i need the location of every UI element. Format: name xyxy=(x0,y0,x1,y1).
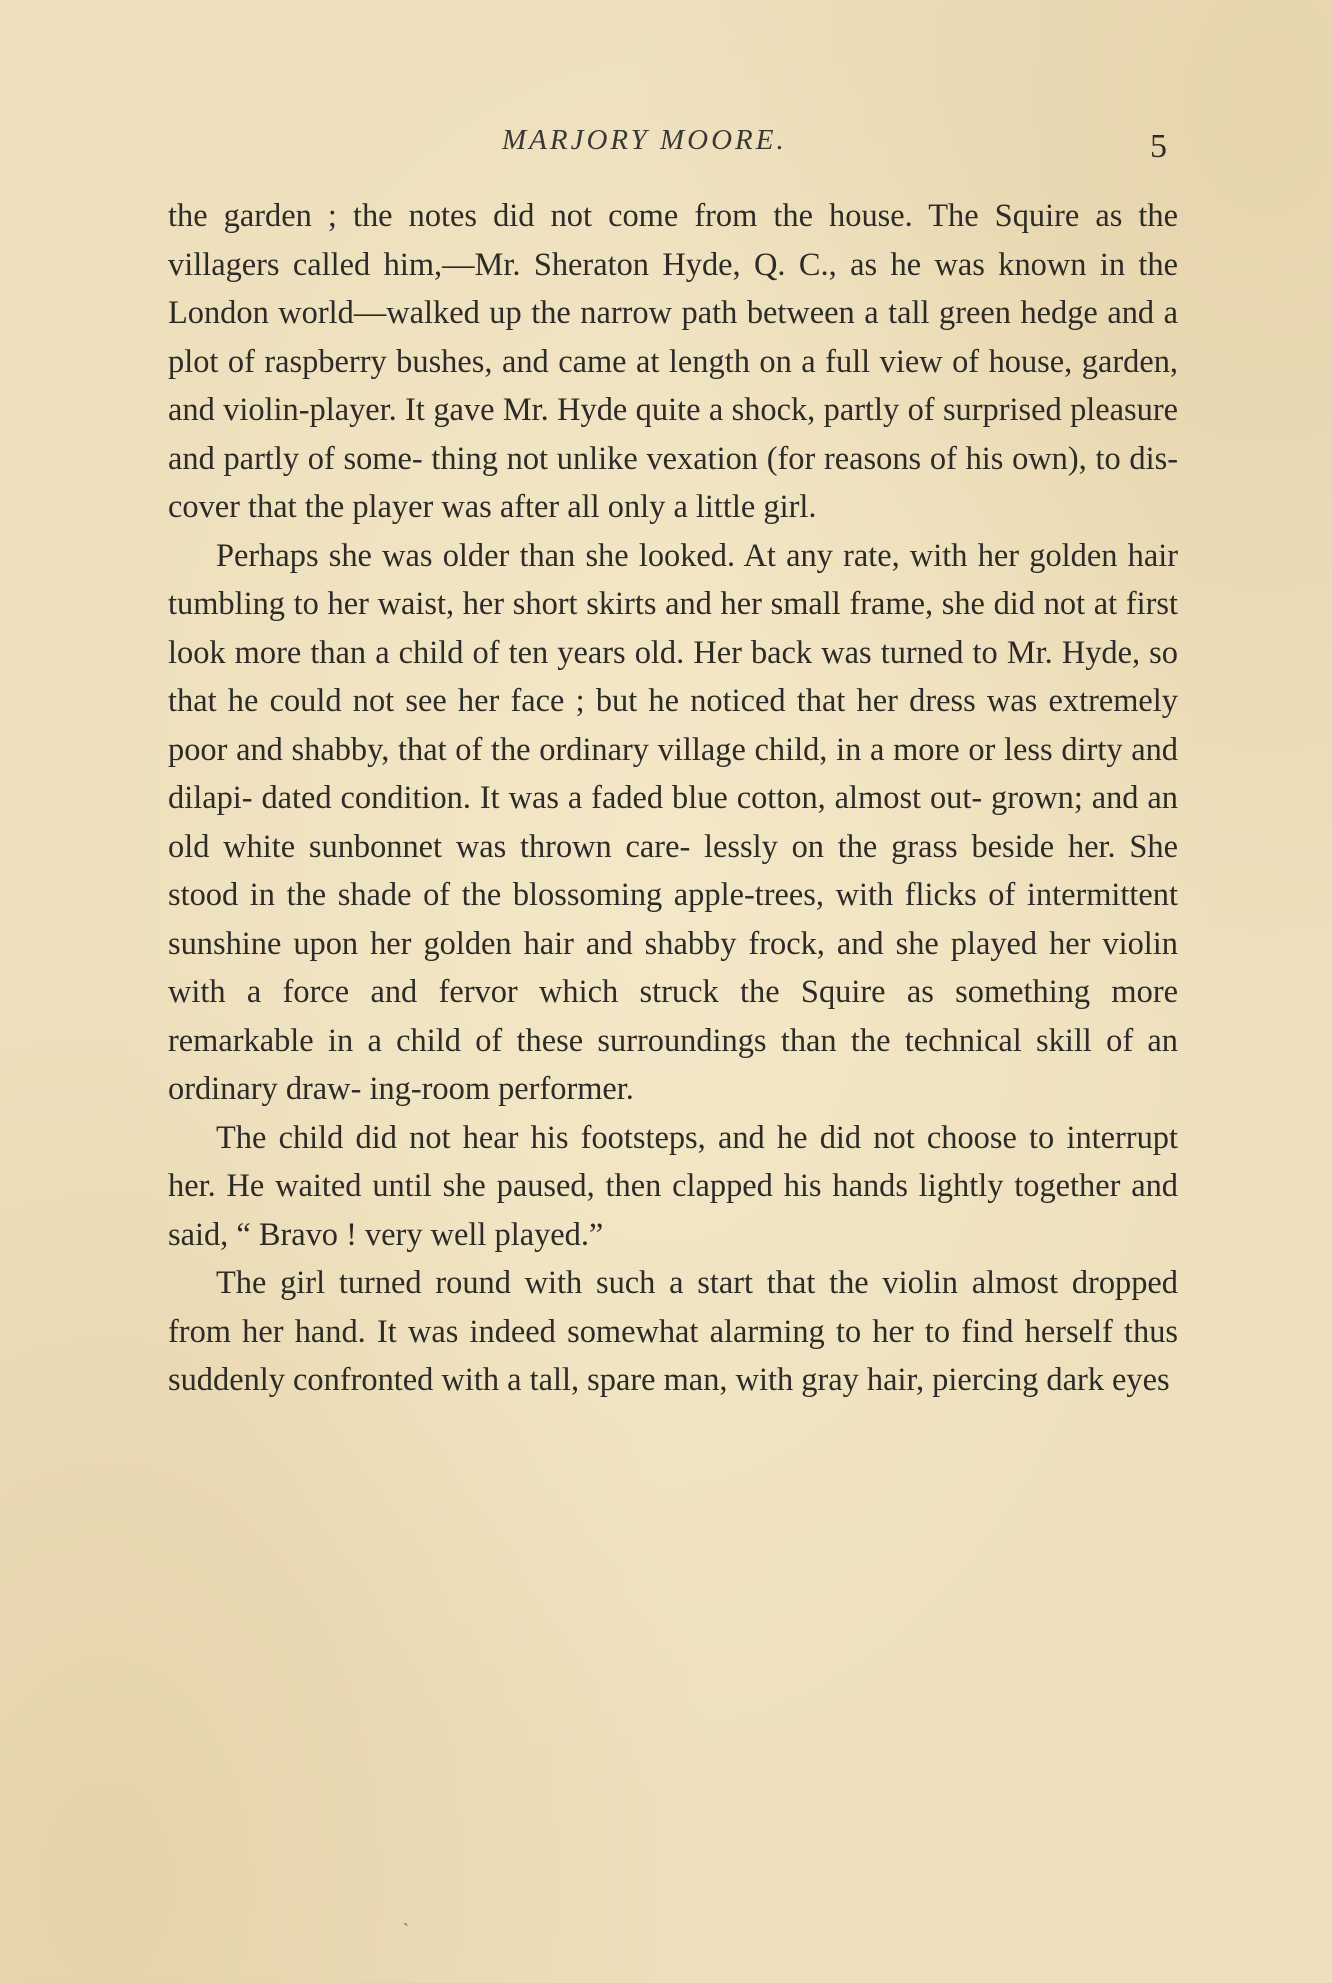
page-body xyxy=(168,192,1178,1405)
paragraph: Perhaps she was older than she looked. At any rate, with her golden hair tumbling to her waist, her short skirts and her small frame, she did not at first look more than a child of ten years old. Her back was turned to Mr. Hyde, so that he could not see her face ; but he noticed that her dress was extremely poor and shabby, that of the ordinary village child, in a more or less dirty and dilapi- dated condition. It was a faded blue cotton, almost out- grown; and an old white sunbonnet was thrown care- lessly on the grass beside her. She stood in the shade of the blossoming apple-trees, with flicks of intermittent sunshine upon her golden hair and shabby frock, and she played her violin with a force and fervor which struck the Squire as something more remarkable in a child of these surroundings than the technical skill of an ordinary draw- ing-room performer. xyxy=(168,537,1178,1107)
paragraph: The child did not hear his footsteps, and he did not choose to interrupt her. He waited until she paused, then clapped his hands lightly together and said, “ Bravo ! very well played.” xyxy=(168,1119,1178,1253)
running-head-title: MARJORY MOORE. xyxy=(502,124,787,156)
paper-speck: ˎ xyxy=(403,1906,409,1926)
paragraph: the garden ; the notes did not come from the house. The Squire as the villagers called him,—Mr. Sheraton Hyde, Q. C., as he was known in the London world—walked up the narrow path between a tall green hedge and a plot of raspberry bushes, and came at length on a full view of house, garden, and violin-player. It gave Mr. Hyde quite a shock, partly of surprised pleasure and partly of some- thing not unlike vexation (for reasons of his own), to dis- cover that the player was after all only a little girl. xyxy=(168,198,1178,525)
page-number: 5 xyxy=(1150,128,1167,165)
paragraph: The girl turned round with such a start that the violin almost dropped from her hand. It was indeed somewhat alarming to her to find herself thus suddenly confronted with a tall, spare man, with gray hair, piercing dark eyes xyxy=(168,1265,1178,1398)
